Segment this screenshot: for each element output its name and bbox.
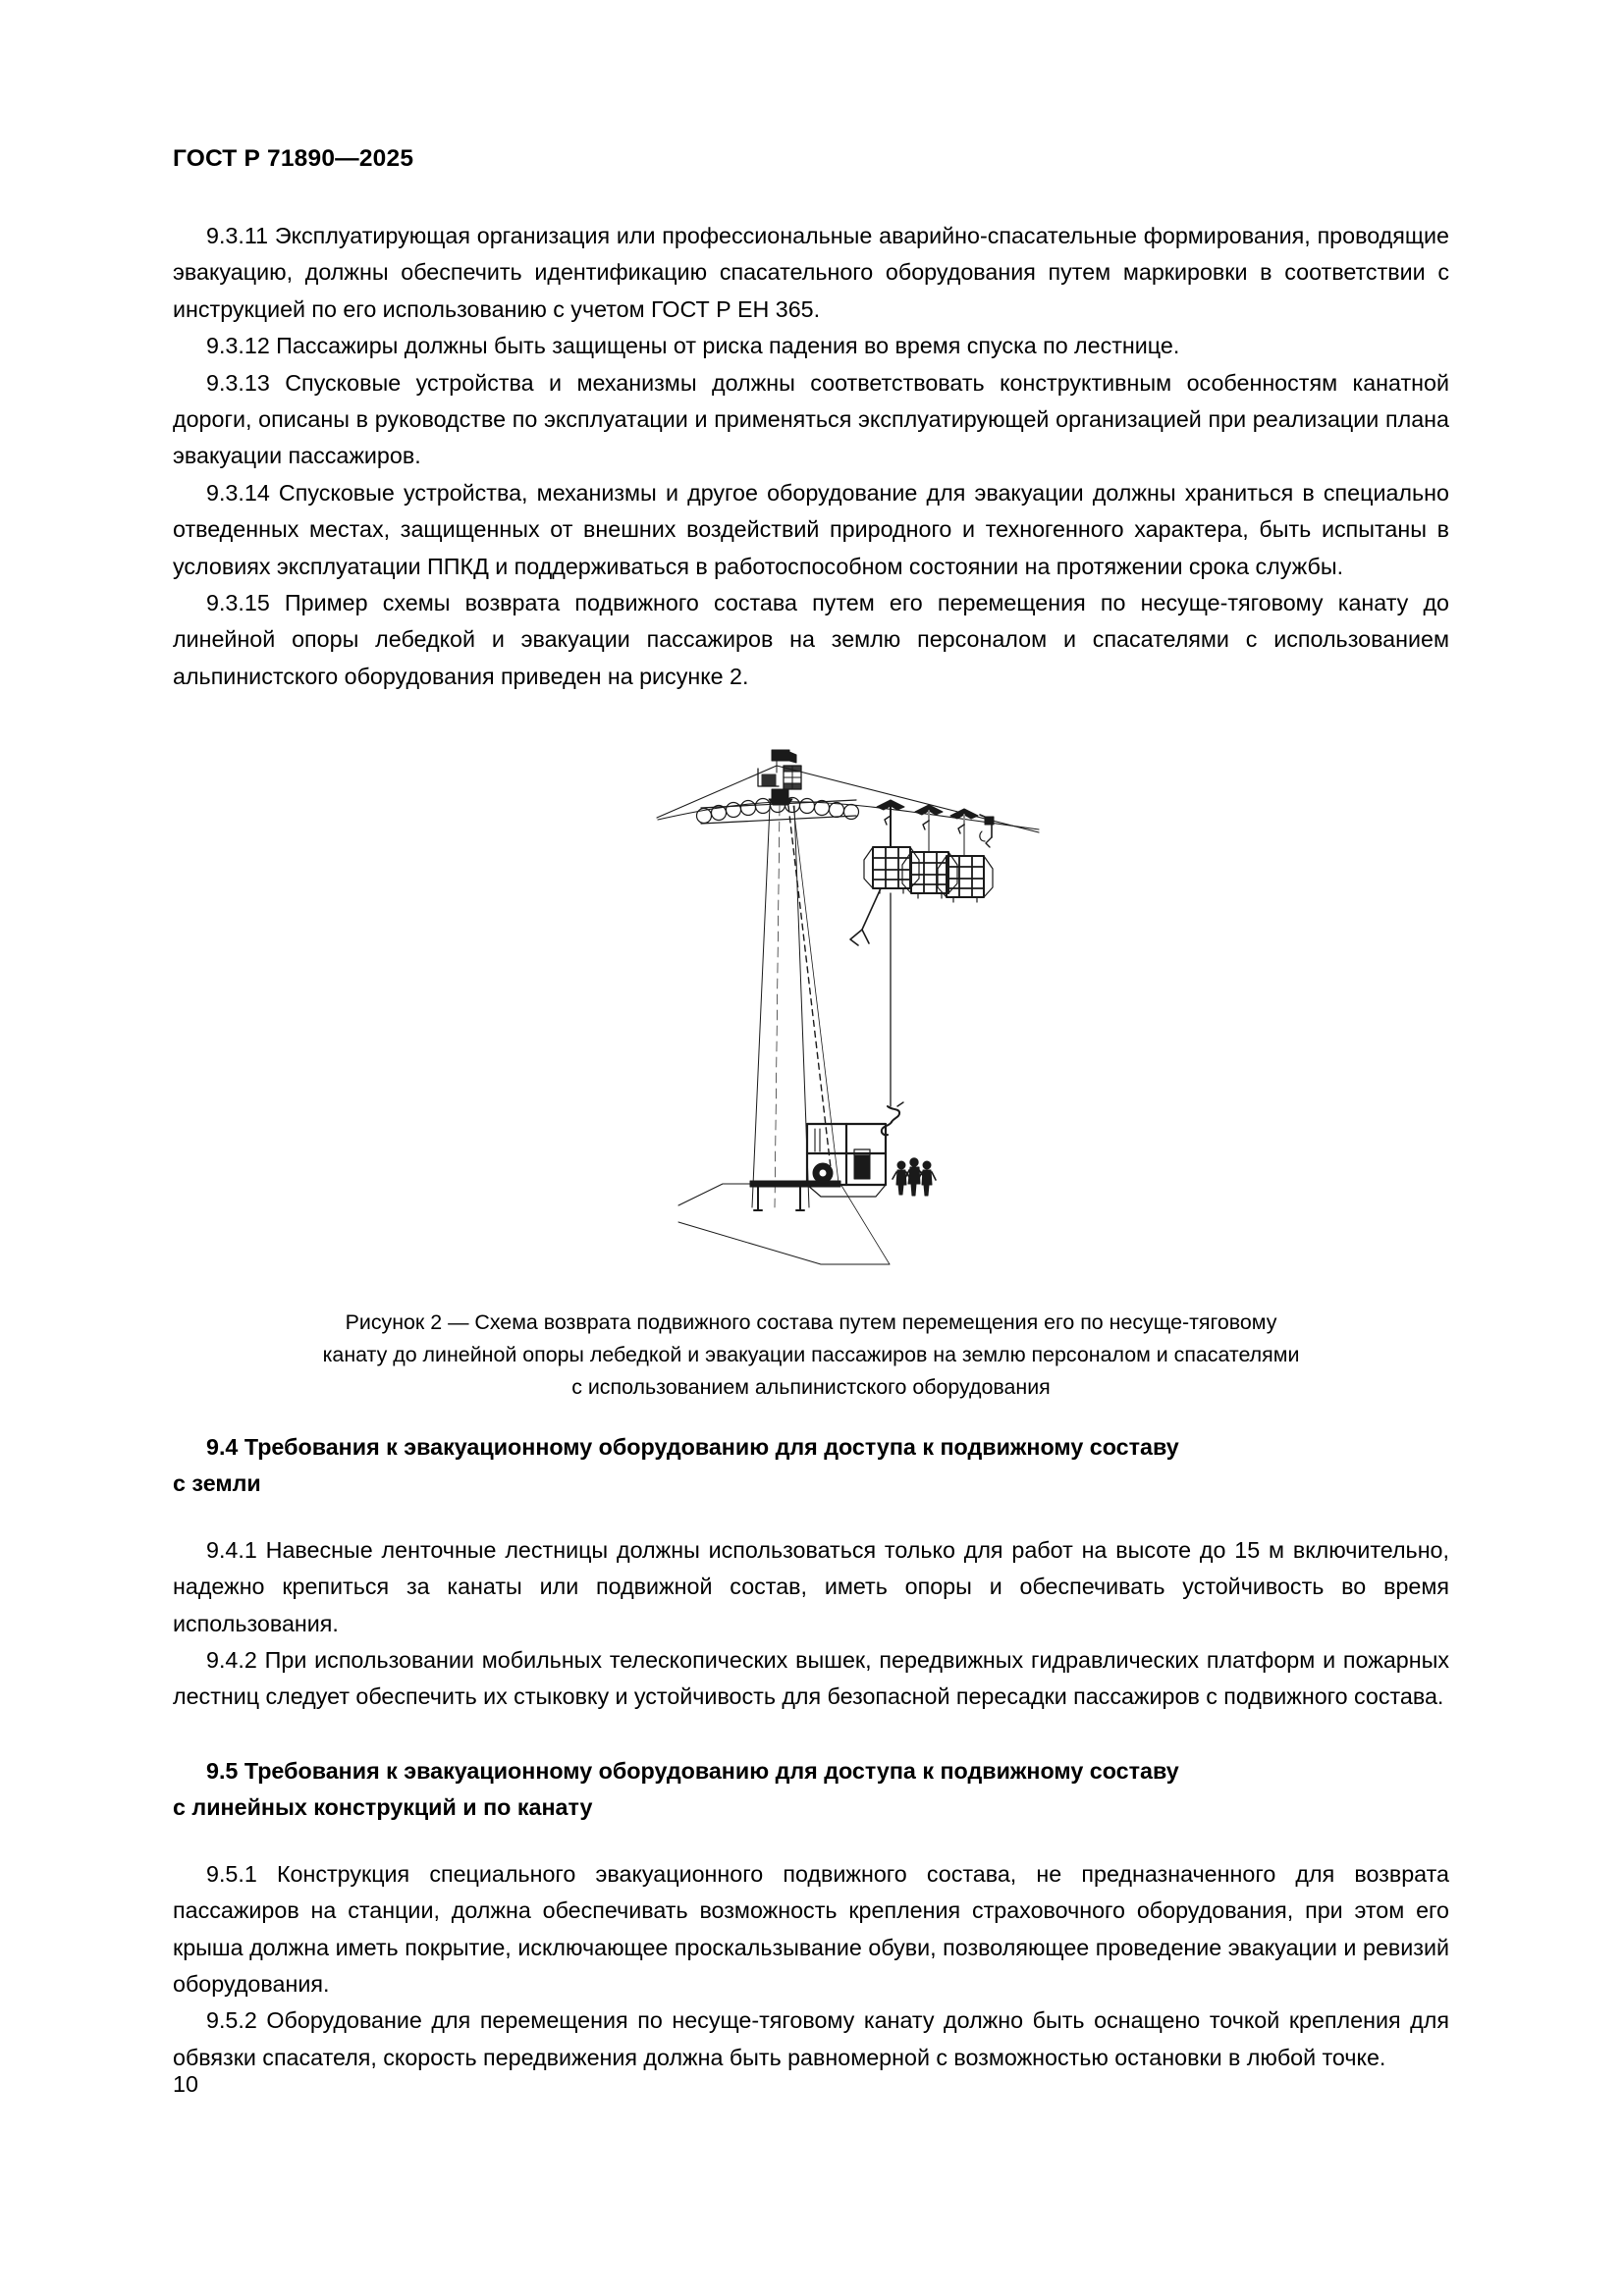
rescuer-upper-icon: [850, 888, 881, 945]
person-2: [905, 1158, 924, 1196]
paragraph-9-3-11-text: 9.3.11 Эксплуатирующая организация или профессиональные аварийно-спасательные формирования, проводящие эвакуацию, должны обеспечить идентификацию спасательного оборудования путем маркировки в соответствии с инструкцией по его использованию с учетом ГОСТ Р ЕН 365.: [173, 223, 1449, 322]
section-9-4-heading: [173, 1429, 1449, 1503]
paragraph-9-4-1-text: 9.4.1 Навесные ленточные лестницы должны использоваться только для работ на высоте до 15 м включительно, надежно крепиться за канаты или подвижной состав, иметь опоры и обеспечивать устойчивость во время использования.: [173, 1536, 1449, 1636]
gondola-car-2-icon: [902, 805, 957, 898]
paragraph-9-3-15-text: 9.3.15 Пример схемы возврата подвижного состава путем его перемещения по несуще-тяговому канату до линейной опоры лебедкой и эвакуации пассажиров на землю персоналом и спасателями с использованием альпинистского оборудования приведен на рисунке 2.: [173, 590, 1449, 689]
section-9-4-heading-line-2: с земли: [173, 1470, 261, 1497]
section-9-5-heading-line-1: 9.5 Требования к эвакуационному оборудованию для доступа к подвижному составу: [206, 1758, 1179, 1784]
ground-crew-icon: [893, 1158, 936, 1196]
spacer: [173, 1503, 1449, 1532]
paragraph-9-3-12-text: 9.3.12 Пассажиры должны быть защищены от риска падения во время спуска по лестнице.: [206, 333, 1180, 359]
paragraph-9-4-2: [173, 1642, 1449, 1716]
section-9-4: [173, 1429, 1449, 1716]
paragraph-9-4-2-text: 9.4.2 При использовании мобильных телескопических вышек, передвижных гидравлических платформ и пожарных лестниц следует обеспечить их стыковку и устойчивость для безопасной пересадки пассажиров с подвижного состава.: [173, 1647, 1449, 1710]
paragraph-9-3-12: [173, 328, 1449, 364]
figure-caption-line-1: Рисунок 2 — Схема возврата подвижного состава путем перемещения его по несуще-тяговому: [345, 1310, 1277, 1334]
text-block-9-3: [173, 218, 1449, 695]
ground-line-icon: [678, 1184, 890, 1264]
winch-platform-icon: [807, 1124, 886, 1197]
paragraph-9-5-2-text: 9.5.2 Оборудование для перемещения по несуще-тяговому канату должно быть оснащено точкой крепления для обвязки спасателя, скорость передвижения должна быть равномерной с возможностью остановки в любой точке.: [173, 2007, 1449, 2070]
section-9-4-heading-line-1: 9.4 Требования к эвакуационному оборудованию для доступа к подвижному составу: [206, 1434, 1179, 1460]
paragraph-9-3-14-text: 9.3.14 Спусковые устройства, механизмы и другое оборудование для эвакуации должны храниться в специально отведенных местах, защищенных от внешних воздействий природного и техногенного характера, быть испытаны в условиях эксплуатации ППКД и поддерживаться в работоспособном состоянии на протяжении срока службы.: [173, 479, 1449, 579]
person-1: [893, 1161, 910, 1195]
spacer: [173, 1827, 1449, 1856]
section-9-5-heading-line-2: с линейных конструкций и по канату: [173, 1794, 593, 1821]
paragraph-9-5-1: [173, 1856, 1449, 2003]
paragraph-9-3-13-text: 9.3.13 Спусковые устройства и механизмы должны соответствовать конструктивным особенностям канатной дороги, описаны в руководстве по эксплуатации и применяться эксплуатирующей организацией при реализации плана эвакуации пассажиров.: [173, 369, 1449, 469]
person-3: [918, 1161, 936, 1196]
paragraph-9-5-2: [173, 2002, 1449, 2076]
figure-caption: [251, 1307, 1371, 1404]
section-9-5-heading: [173, 1753, 1449, 1827]
paragraph-9-5-1-text: 9.5.1 Конструкция специального эвакуационного подвижного состава, не предназначенного для возврата пассажиров на станции, должна обеспечивать возможность крепления страховочного оборудования, при этом его крыша должна иметь покрытие, исключающее проскальзывание обуви, позволяющее проведение эвакуации и ревизий оборудования.: [173, 1860, 1449, 1998]
paragraph-9-3-14: [173, 475, 1449, 585]
figure-2: [173, 721, 1449, 1404]
running-head: ГОСТ Р 71890—2025: [173, 145, 414, 172]
paragraph-9-3-15: [173, 585, 1449, 695]
page-number: 10: [173, 2071, 198, 2097]
rope-rescue-trolley-icon: [980, 815, 994, 847]
cableway-evacuation-diagram: [575, 721, 1047, 1271]
figure-caption-line-2: канату до линейной опоры лебедкой и эвакуации пассажиров на землю персоналом и спасателями: [322, 1343, 1300, 1366]
paragraph-9-4-1: [173, 1532, 1449, 1642]
paragraph-9-3-11: [173, 218, 1449, 328]
section-9-5: [173, 1753, 1449, 2076]
tower-head-assembly-icon: [758, 750, 801, 805]
figure-caption-line-3: с использованием альпинистского оборудования: [571, 1375, 1051, 1399]
paragraph-9-3-13: [173, 365, 1449, 475]
